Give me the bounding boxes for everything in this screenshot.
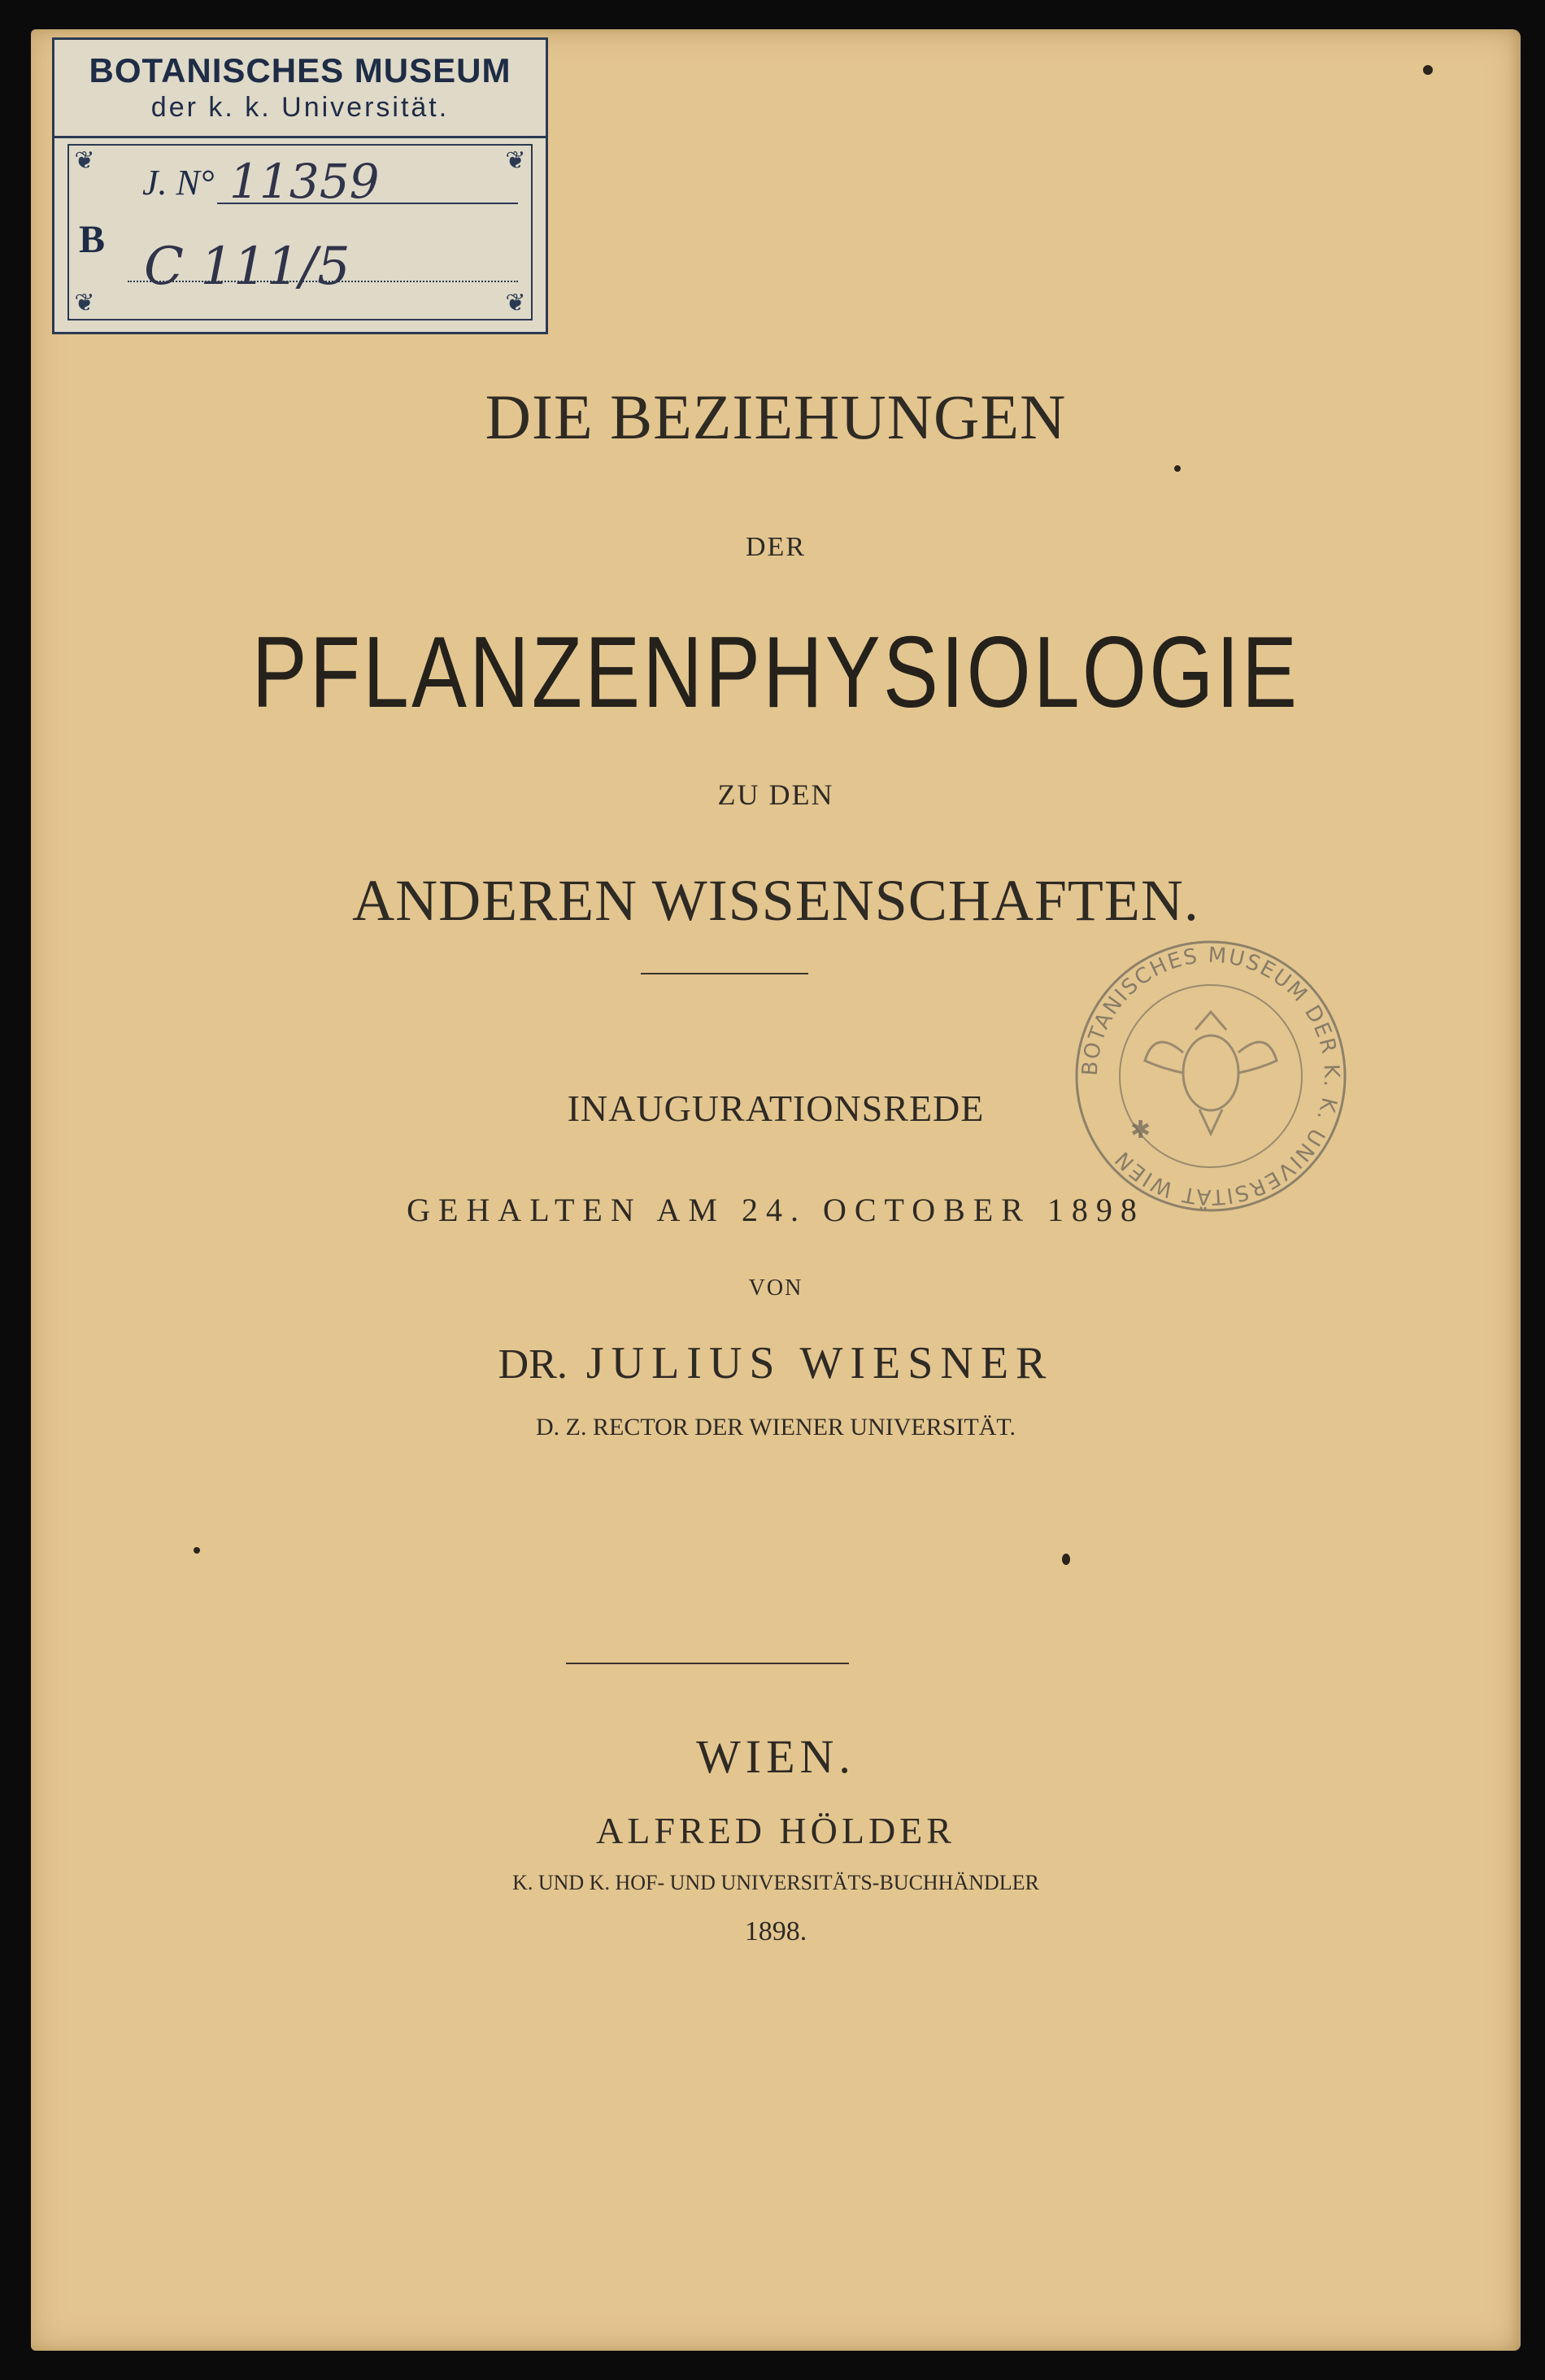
imprint-year: 1898. bbox=[744, 1916, 807, 1946]
star-icon: ✱ bbox=[1130, 1117, 1151, 1144]
divider bbox=[566, 1663, 849, 1664]
library-stamp bbox=[1065, 931, 1356, 1222]
paper-speck bbox=[194, 1547, 200, 1554]
label-university-name: der k. k. Universität. bbox=[150, 92, 450, 123]
ornament-icon: ❦ bbox=[505, 290, 526, 316]
imprint-publisher: ALFRED HÖLDER bbox=[596, 1810, 955, 1851]
eagle-emblem-icon bbox=[1145, 1012, 1277, 1134]
author-title: D. Z. RECTOR DER WIENER UNIVERSITÄT. bbox=[536, 1414, 1016, 1441]
lecture-date: GEHALTEN AM 24. OCTOBER 1898 bbox=[407, 1192, 1145, 1228]
label-museum-name: BOTANISCHES MUSEUM bbox=[89, 51, 511, 89]
divider bbox=[641, 973, 808, 974]
label-rule bbox=[217, 203, 518, 204]
stamp-text-path: BOTANISCHES MUSEUM DER K. K. UNIVERSITÄT WIEN bbox=[1077, 943, 1344, 1210]
library-label bbox=[52, 37, 548, 334]
book-cover bbox=[31, 29, 1521, 2351]
title-line-2: DER bbox=[746, 532, 806, 562]
title-line-1: DIE BEZIEHUNGEN bbox=[485, 381, 1067, 452]
label-rule bbox=[128, 281, 518, 282]
paper-speck bbox=[1174, 465, 1181, 472]
stamp-text bbox=[1078, 944, 1344, 1211]
ornament-icon: ❦ bbox=[505, 147, 526, 174]
imprint-publisher-title: K. UND K. HOF- UND UNIVERSITÄTS-BUCHHÄNDLER bbox=[512, 1871, 1039, 1894]
ornament-icon: ❦ bbox=[74, 147, 95, 174]
author-name: JULIUS WIESNER bbox=[585, 1338, 1054, 1388]
label-header bbox=[54, 40, 546, 138]
title-line-5: ANDEREN WISSENSCHAFTEN. bbox=[352, 868, 1199, 933]
lecture-type: INAUGURATIONSREDE bbox=[567, 1088, 985, 1129]
title-line-4: ZU DEN bbox=[717, 778, 834, 811]
author-line bbox=[31, 1337, 1521, 1389]
label-accession-number: 11359 bbox=[229, 154, 380, 209]
label-shelf-mark: C 111/5 bbox=[144, 237, 350, 297]
label-jno-prefix: J. N° bbox=[142, 163, 215, 203]
author-prefix: DR. bbox=[498, 1341, 568, 1388]
paper-speck bbox=[1062, 1554, 1070, 1565]
lecture-by: VON bbox=[748, 1275, 803, 1301]
paper-speck bbox=[1423, 65, 1433, 75]
main-title: PFLANZENPHYSIOLOGIE bbox=[251, 617, 1300, 729]
ornament-icon: ❦ bbox=[74, 290, 95, 316]
imprint-city: WIEN. bbox=[696, 1730, 855, 1783]
label-shelf-letter: B bbox=[79, 218, 106, 261]
